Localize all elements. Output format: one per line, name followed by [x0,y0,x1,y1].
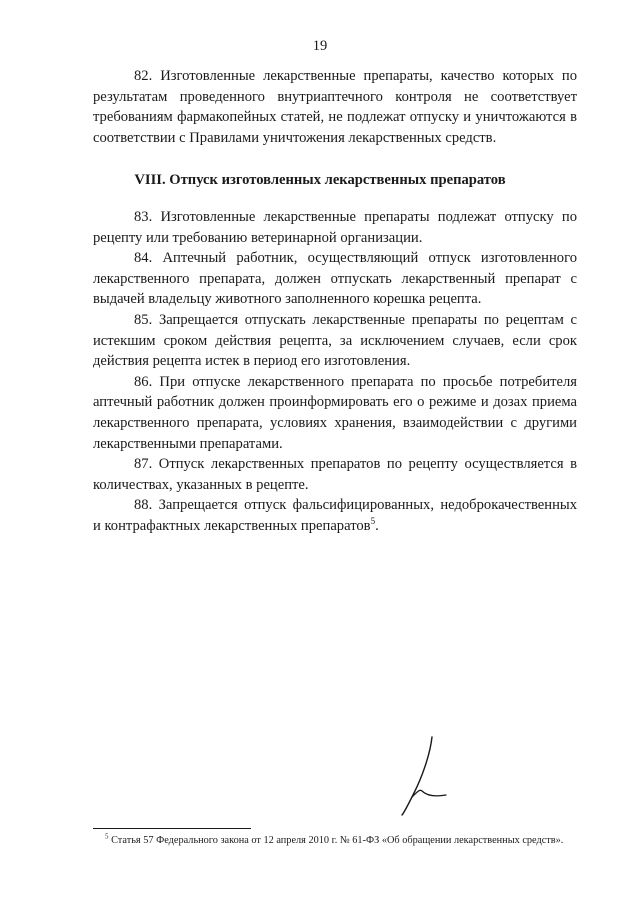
footnote-reference[interactable]: 5 [370,516,376,527]
section-body [93,207,577,537]
paragraph-88-tail: . [375,517,379,534]
paragraph-82-block [93,66,577,148]
paragraph-87: 87. Отпуск лекарственных препаратов по рецепту осуществляется в количествах, указанных в рецепте. [93,456,577,493]
section-heading: VIII. Отпуск изготовленных лекарственных препаратов [134,172,506,188]
paragraph-83: 83. Изготовленные лекарственные препараты подлежат отпуску по рецепту или требованию ветеринарной организации. [93,209,577,246]
paragraph-84: 84. Аптечный работник, осуществляющий отпуск изготовленного лекарственного препарата, должен отпускать лекарственный препарат с выдачей владельцу животного заполненного корешка рецепта. [93,250,577,308]
footnote [93,833,579,848]
footnote-marker: 5 [105,832,109,841]
paragraph-88 [93,495,577,536]
footnote-text: Статья 57 Федерального закона от 12 апреля 2010 г. № 61-ФЗ «Об обращении лекарственных средств». [111,835,564,846]
paragraph-86: 86. При отпуске лекарственного препарата по просьбе потребителя аптечный работник должен проинформировать его о режиме и дозах приема лекарственного препарата, условиях хранения, взаимодействии с другими лекарственными препаратами. [93,373,577,452]
footnote-separator [93,828,251,829]
paragraph-88-text: 88. Запрещается отпуск фальсифицированных, недоброкачественных и контрафактных лекарственных препаратов [93,497,577,534]
paragraph-82: 82. Изготовленные лекарственные препараты, качество которых по результатам проведенного внутриаптечного контроля не соответствует требованиям фармакопейных статей, не подлежат отпуску и уничтожаются в соответствии с Правилами уничтожения лекарственных средств. [93,68,577,146]
handwritten-signature [392,735,452,820]
paragraph-85: 85. Запрещается отпускать лекарственные препараты по рецептам с истекшим сроком действия рецепта, за исключением случаев, если срок действия рецепта истек в период его изготовления. [93,311,577,370]
page-number: 19 [312,38,328,54]
